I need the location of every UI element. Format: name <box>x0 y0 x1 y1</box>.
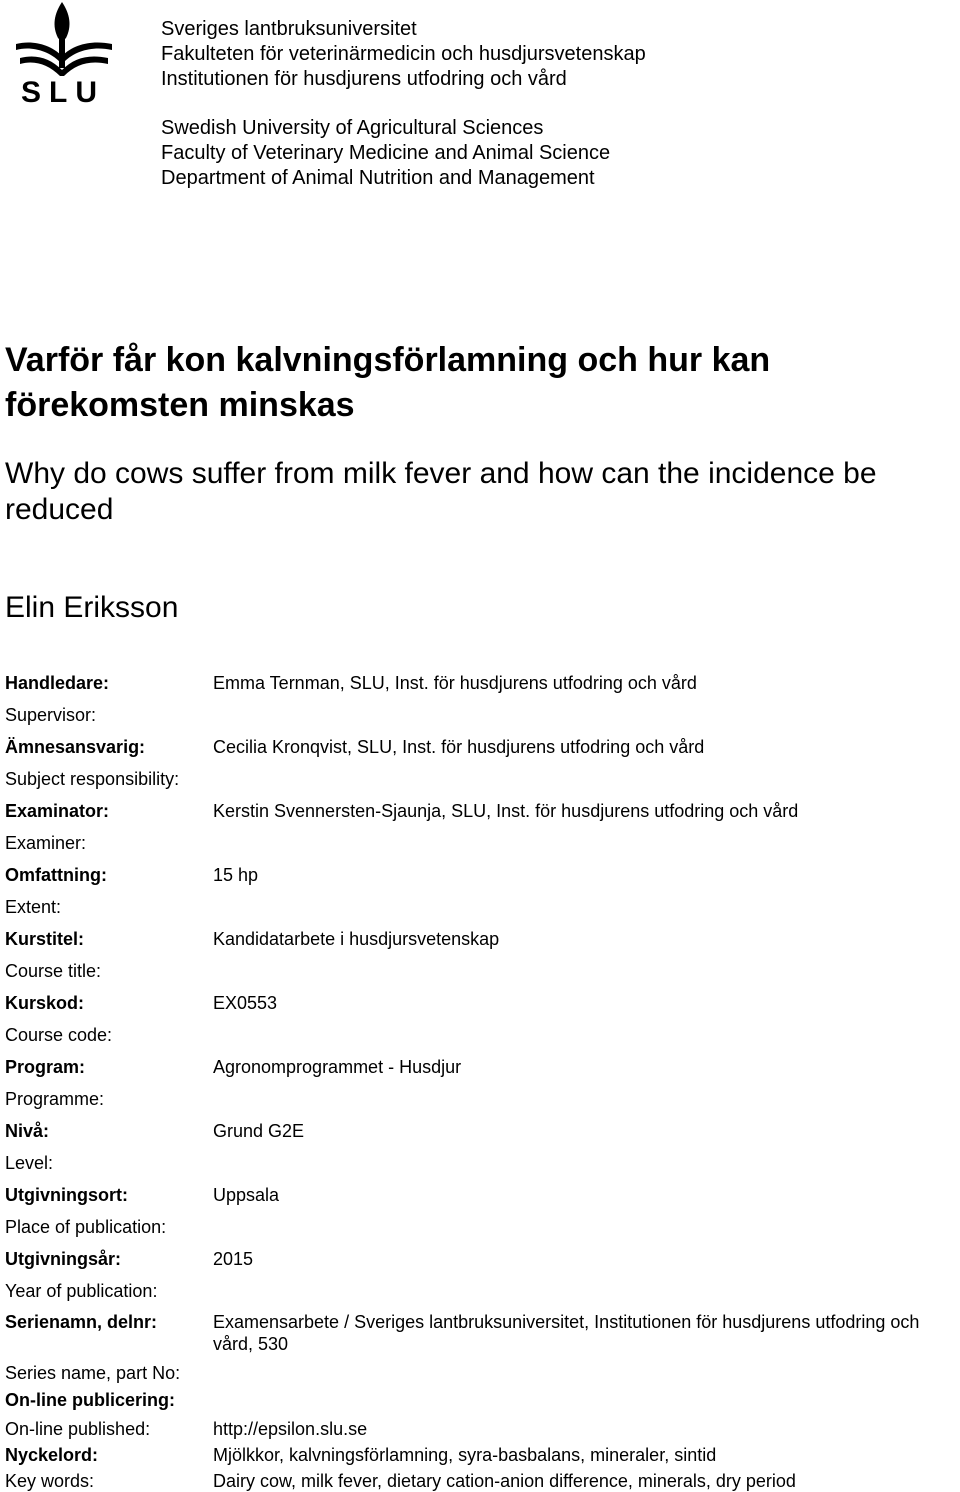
label-extent-en: Extent: <box>5 897 62 917</box>
value-keywords-en: Dairy cow, milk fever, dietary cation-anion difference, minerals, dry period <box>213 1471 796 1491</box>
label-examiner-sv: Examinator: <box>5 801 110 821</box>
label-programme-sv: Program: <box>5 1057 86 1077</box>
label-series-name-sv: Serienamn, delnr: <box>5 1312 158 1332</box>
label-supervisor-sv: Handledare: <box>5 673 110 693</box>
university-en: Swedish University of Agricultural Sciences <box>161 117 544 139</box>
label-year-of-publication-sv: Utgivningsår: <box>5 1249 122 1269</box>
label-keywords-sv: Nyckelord: <box>5 1445 99 1465</box>
value-keywords-sv: Mjölkkor, kalvningsförlamning, syra-basbalans, mineraler, sintid <box>213 1445 717 1465</box>
value-supervisor: Emma Ternman, SLU, Inst. för husdjurens utfodring och vård <box>213 673 697 693</box>
label-course-title-en: Course title: <box>5 961 102 981</box>
header-english <box>161 116 610 191</box>
title-english: Why do cows suffer from milk fever and how can the incidence be reduced <box>5 457 877 526</box>
label-supervisor-en: Supervisor: <box>5 705 97 725</box>
value-course-title: Kandidatarbete i husdjursvetenskap <box>213 929 500 949</box>
label-level-sv: Nivå: <box>5 1121 50 1141</box>
label-course-code-en: Course code: <box>5 1025 113 1045</box>
author-name: Elin Eriksson <box>5 591 179 624</box>
label-subject-responsibility-en: Subject responsibility: <box>5 769 180 789</box>
label-online-published-en: On-line published: <box>5 1419 151 1439</box>
value-place-of-publication: Uppsala <box>213 1185 280 1205</box>
value-programme: Agronomprogrammet - Husdjur <box>213 1057 462 1077</box>
label-programme-en: Programme: <box>5 1089 105 1109</box>
label-place-of-publication-sv: Utgivningsort: <box>5 1185 128 1205</box>
value-year-of-publication: 2015 <box>213 1249 254 1269</box>
label-keywords-en: Key words: <box>5 1471 95 1491</box>
label-level-en: Level: <box>5 1153 54 1173</box>
title-swedish: Varför får kon kalvningsförlamning och hur kan förekomsten minskas <box>5 341 771 424</box>
department-en: Department of Animal Nutrition and Management <box>161 167 595 189</box>
label-examiner-en: Examiner: <box>5 833 87 853</box>
header-swedish <box>161 17 646 92</box>
value-examiner: Kerstin Svennersten-Sjaunja, SLU, Inst. för husdjurens utfodring och vård <box>213 801 799 821</box>
label-place-of-publication-en: Place of publication: <box>5 1217 167 1237</box>
value-series-name: Examensarbete / Sveriges lantbruksuniversitet, Institutionen för husdjurens utfodring och vård, 530 <box>213 1312 920 1354</box>
label-extent-sv: Omfattning: <box>5 865 107 885</box>
label-course-title-sv: Kurstitel: <box>5 929 85 949</box>
department-sv: Institutionen för husdjurens utfodring och vård <box>161 68 567 90</box>
label-subject-responsibility-sv: Ämnesansvarig: <box>5 737 146 757</box>
faculty-en: Faculty of Veterinary Medicine and Animal Science <box>161 142 611 164</box>
value-subject-responsibility: Cecilia Kronqvist, SLU, Inst. för husdjurens utfodring och vård <box>213 737 705 757</box>
value-level: Grund G2E <box>213 1121 305 1141</box>
university-sv: Sveriges lantbruksuniversitet <box>161 18 417 40</box>
value-course-code: EX0553 <box>213 993 278 1013</box>
label-online-published-sv: On-line publicering: <box>5 1390 175 1410</box>
value-extent: 15 hp <box>213 865 259 885</box>
slu-logo <box>8 0 120 108</box>
logo-text: SLU <box>21 76 105 108</box>
label-course-code-sv: Kurskod: <box>5 993 85 1013</box>
value-online-published-link[interactable]: http://epsilon.slu.se <box>213 1419 368 1439</box>
label-year-of-publication-en: Year of publication: <box>5 1281 158 1301</box>
label-series-name-en: Series name, part No: <box>5 1363 181 1383</box>
faculty-sv: Fakulteten för veterinärmedicin och husdjursvetenskap <box>161 43 646 65</box>
